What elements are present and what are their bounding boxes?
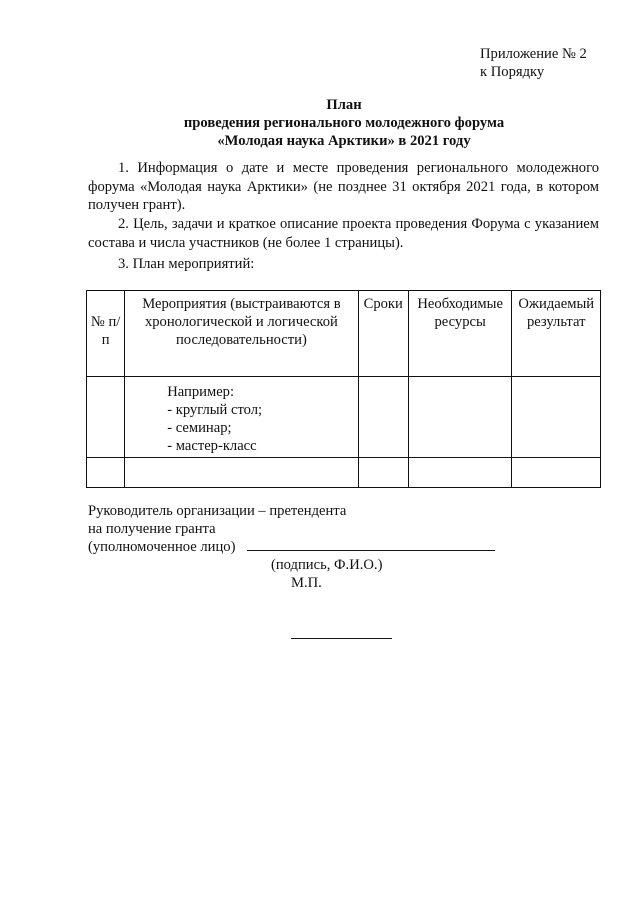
cell-result — [512, 458, 601, 488]
appendix-number: Приложение № 2 — [480, 46, 587, 62]
example-item-master-class: - мастер-класс — [167, 438, 257, 454]
signer-grant: на получение гранта — [88, 521, 216, 537]
example-item-seminar: - семинар; — [167, 420, 232, 436]
document-title — [88, 96, 600, 150]
title-line-1: План — [326, 97, 362, 113]
cell-terms — [358, 377, 408, 458]
cell-events — [125, 458, 358, 488]
paragraph-plan: 3. План мероприятий: — [118, 256, 255, 272]
title-line-3: «Молодая наука Арктики» в 2021 году — [217, 133, 471, 149]
signature-caption: (подпись, Ф.И.О.) — [271, 557, 383, 573]
cell-result — [512, 377, 601, 458]
paragraph-info: 1. Информация о дате и месте проведения регионального молодежного форума «Молодая наука Арктики» (не позднее 31 октября 2021 года, в котором получен грант). — [88, 160, 599, 213]
table-header-row — [87, 291, 601, 377]
header-result: Ожидаемый результат — [512, 291, 601, 377]
cell-number — [87, 377, 125, 458]
cell-resources — [408, 458, 512, 488]
cell-number — [87, 458, 125, 488]
title-line-2: проведения регионального молодежного форума — [183, 115, 505, 131]
header-number: № п/п — [87, 291, 125, 377]
events-plan-table — [86, 290, 601, 488]
signer-authorized: (уполномоченное лицо) — [88, 539, 236, 555]
signature-block — [88, 502, 346, 556]
closing-divider — [291, 638, 392, 639]
header-terms: Сроки — [358, 291, 408, 377]
header-resources: Необходимые ресурсы — [408, 291, 512, 377]
cell-events-example — [125, 377, 358, 458]
appendix-reference — [480, 45, 620, 81]
header-events: Мероприятия (выстраиваются в хронологической и логической последовательности) — [125, 291, 358, 377]
appendix-order: к Порядку — [480, 64, 545, 80]
table-row — [87, 458, 601, 488]
signature-caption-block — [271, 556, 382, 592]
cell-terms — [358, 458, 408, 488]
stamp-place: М.П. — [291, 575, 322, 591]
signature-line — [247, 550, 495, 551]
example-intro: Например: — [167, 384, 235, 400]
table-row — [87, 377, 601, 458]
paragraph-goal: 2. Цель, задачи и краткое описание проекта проведения Форума с указанием состава и числа участников (не более 1 страницы). — [88, 216, 599, 251]
example-item-round-table: - круглый стол; — [167, 402, 263, 418]
cell-resources — [408, 377, 512, 458]
signer-title: Руководитель организации – претендента — [88, 503, 347, 519]
